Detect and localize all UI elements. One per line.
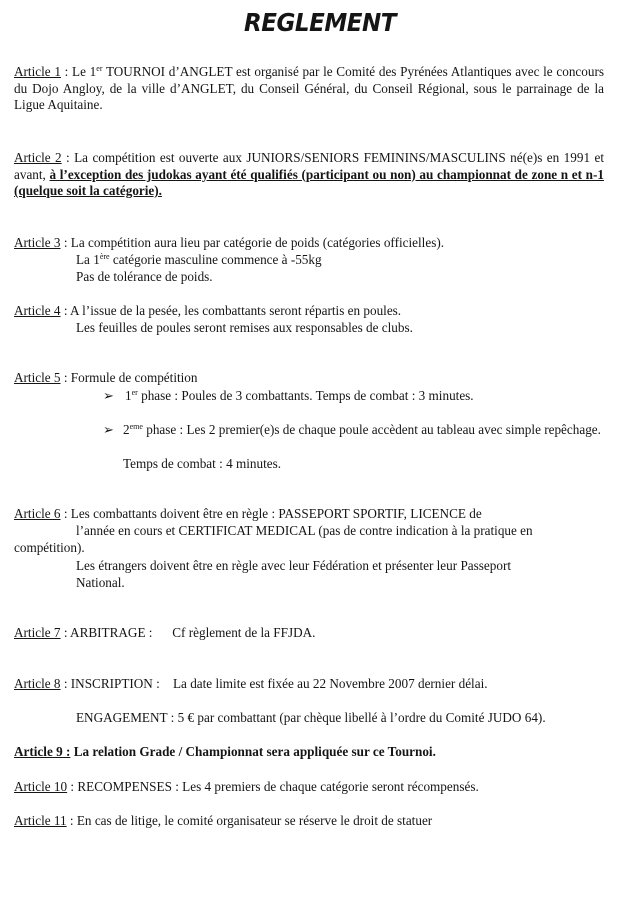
article-3-line2: La 1ère catégorie masculine commence à -55kg [76, 252, 322, 267]
article-6 [14, 506, 604, 523]
article-6-line5: National. [76, 575, 125, 590]
article-10-label: Article 10 [14, 779, 68, 794]
article-6-line2: l’année en cours et CERTIFICAT MEDICAL (pas de contre indication à la pratique en [76, 523, 533, 538]
article-2-bold-text: à l’exception des judokas ayant été qualifiés (participant ou non) au championnat de zone n et n-1 (quelque soit la catégorie). [14, 166, 604, 198]
page-title: REGLEMENT [243, 8, 397, 37]
article-10-text: : RECOMPENSES : Les 4 premiers de chaque catégorie seront récompensés. [67, 779, 479, 794]
article-3 [14, 235, 604, 252]
article-4-line1: : A l’issue de la pesée, les combattants seront répartis en poules. [60, 303, 402, 318]
article-8 [14, 676, 604, 693]
article-10 [14, 779, 604, 796]
article-5-phase-2-time: Temps de combat : 4 minutes. [123, 456, 282, 471]
article-2 [14, 150, 604, 200]
article-2-text: : La compétition est ouverte aux JUNIORS/SENIORS FEMININS/MASCULINS né(e)s en 1991 et avant, [14, 150, 604, 182]
article-6-line4: Les étrangers doivent être en règle avec leur Fédération et présenter leur Passeport [76, 558, 511, 573]
article-3-line1: : La compétition aura lieu par catégorie de poids (catégories officielles). [60, 235, 445, 250]
article-6-label: Article 6 [14, 506, 61, 521]
article-8-line1: : INSCRIPTION : La date limite est fixée au 22 Novembre 2007 dernier délai. [60, 676, 488, 691]
article-4-label: Article 4 [14, 303, 61, 318]
article-5-phase-2: 2eme phase : Les 2 premier(e)s de chaque poule accèdent au tableau avec simple repêchage. [123, 422, 601, 437]
article-3-line3: Pas de tolérance de poids. [76, 269, 213, 284]
article-5-line1: : Formule de compétition [60, 370, 198, 385]
article-5-label: Article 5 [14, 370, 61, 385]
article-5-phase-1: ➢ 1er phase : Poules de 3 combattants. Temps de combat : 3 minutes. [103, 388, 474, 403]
article-7 [14, 625, 604, 642]
article-8-label: Article 8 [14, 676, 61, 691]
article-11-text: : En cas de litige, le comité organisateur se réserve le droit de statuer [66, 813, 433, 828]
article-11 [14, 813, 604, 830]
article-8-engagement: ENGAGEMENT : 5 € par combattant (par chèque libellé à l’ordre du Comité JUDO 64). [76, 710, 546, 725]
article-5-phase-2-bullet [103, 422, 125, 439]
article-1-text: : Le 1er TOURNOI d’ANGLET est organisé par le Comité des Pyrénées Atlantiques avec le concours du Dojo Angloy, de la ville d’ANGLET, du Conseil Général, du Conseil Régional, sous le parrainage de la Ligue Aquitaine. [14, 64, 604, 112]
article-9-text: La relation Grade / Championnat sera appliquée sur ce Tournoi. [70, 744, 436, 759]
article-4-line2: Les feuilles de poules seront remises aux responsables de clubs. [76, 320, 413, 335]
article-1 [14, 64, 604, 114]
article-2-label: Article 2 [14, 150, 62, 165]
article-9 [14, 744, 604, 761]
arrow-bullet-icon: ➢ [103, 388, 115, 403]
article-6-line3: compétition). [14, 540, 85, 555]
article-3-label: Article 3 [14, 235, 61, 250]
article-11-label: Article 11 [14, 813, 67, 828]
article-6-line1: : Les combattants doivent être en règle : PASSEPORT SPORTIF, LICENCE de [60, 506, 482, 521]
article-5 [14, 370, 604, 387]
article-7-text: : ARBITRAGE : Cf règlement de la FFJDA. [60, 625, 316, 640]
article-9-label: Article 9 : [14, 744, 71, 759]
article-1-label: Article 1 [14, 64, 61, 79]
article-4 [14, 303, 604, 320]
arrow-bullet-icon: ➢ [103, 422, 115, 437]
article-7-label: Article 7 [14, 625, 61, 640]
